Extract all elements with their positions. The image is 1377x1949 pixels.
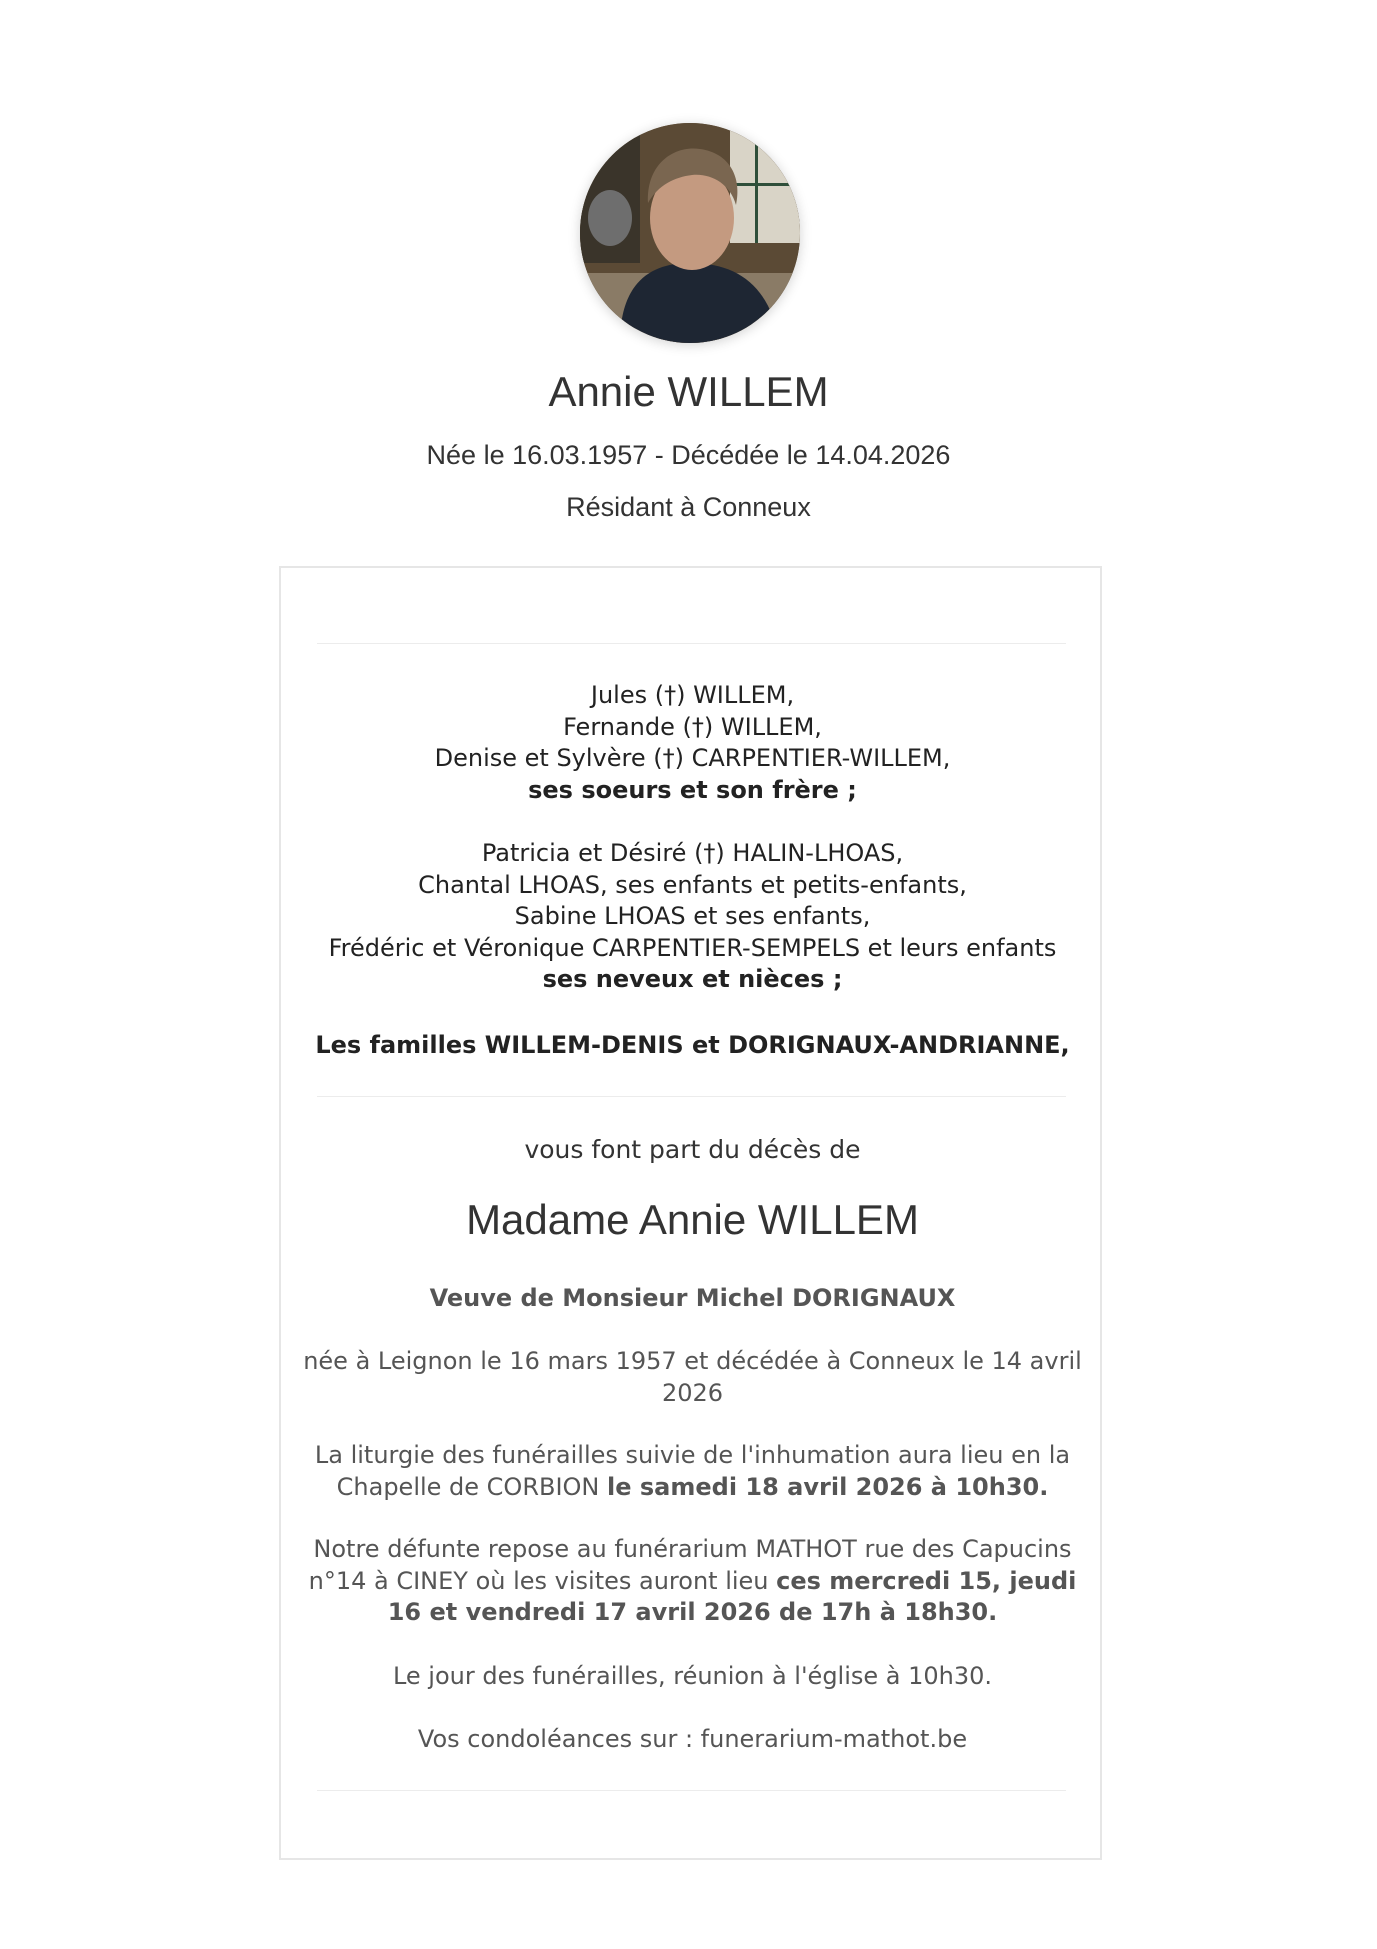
sibling-line: Denise et Sylvère (†) CARPENTIER-WILLEM, bbox=[434, 744, 951, 772]
divider bbox=[317, 643, 1066, 644]
families-section bbox=[301, 1030, 1084, 1062]
nephew-line: Sabine LHOAS et ses enfants, bbox=[514, 902, 871, 930]
announcement-intro: vous font part du décès de bbox=[524, 1135, 861, 1164]
announcement-card bbox=[279, 566, 1102, 1860]
siblings-role: ses soeurs et son frère ; bbox=[528, 775, 857, 804]
sibling-line: Jules (†) WILLEM, bbox=[590, 681, 795, 709]
church-meeting: Le jour des funérailles, réunion à l'église à 10h30. bbox=[392, 1662, 993, 1690]
widow-of: Veuve de Monsieur Michel DORIGNAUX bbox=[429, 1284, 956, 1312]
sibling-line: Fernande (†) WILLEM, bbox=[563, 712, 822, 741]
visitation-details bbox=[301, 1534, 1084, 1629]
liturgy-text: La liturgie des funérailles suivie de l'inhumation aura lieu en la Chapelle de CORBION bbox=[314, 1441, 1071, 1501]
visitation-dates: ces mercredi 15, jeudi 16 et vendredi 17 avril 2026 de 17h à 18h30. bbox=[387, 1566, 1077, 1626]
condolences: Vos condoléances sur : funerarium-mathot.be bbox=[417, 1725, 968, 1753]
birth-death-dates: Née le 16.03.1957 - Décédée le 14.04.2026 bbox=[426, 440, 951, 470]
divider bbox=[317, 1790, 1066, 1791]
nephews-role: ses neveux et nièces ; bbox=[542, 965, 843, 993]
full-name-heading: Madame Annie WILLEM bbox=[466, 1196, 919, 1243]
residence: Résidant à Conneux bbox=[566, 492, 811, 522]
nephew-line: Patricia et Désiré (†) HALIN-LHOAS, bbox=[481, 839, 904, 867]
divider bbox=[317, 1096, 1066, 1097]
nephew-line: Frédéric et Véronique CARPENTIER-SEMPELS et leurs enfants bbox=[328, 933, 1057, 962]
families-line: Les familles WILLEM-DENIS et DORIGNAUX-ANDRIANNE, bbox=[315, 1031, 1070, 1059]
siblings-section bbox=[301, 680, 1084, 806]
liturgy-details bbox=[301, 1440, 1084, 1503]
nephew-line: Chantal LHOAS, ses enfants et petits-enfants, bbox=[418, 870, 967, 899]
nephews-section bbox=[301, 838, 1084, 996]
deceased-name: Annie WILLEM bbox=[548, 368, 829, 415]
visitation-text: Notre défunte repose au funérarium MATHOT rue des Capucins n°14 à CINEY où les visites auront lieu bbox=[308, 1535, 1072, 1595]
portrait-photo bbox=[580, 123, 800, 343]
liturgy-date: le samedi 18 avril 2026 à 10h30. bbox=[607, 1472, 1049, 1501]
birth-death-details: née à Leignon le 16 mars 1957 et décédée à Conneux le 14 avril 2026 bbox=[303, 1347, 1082, 1407]
